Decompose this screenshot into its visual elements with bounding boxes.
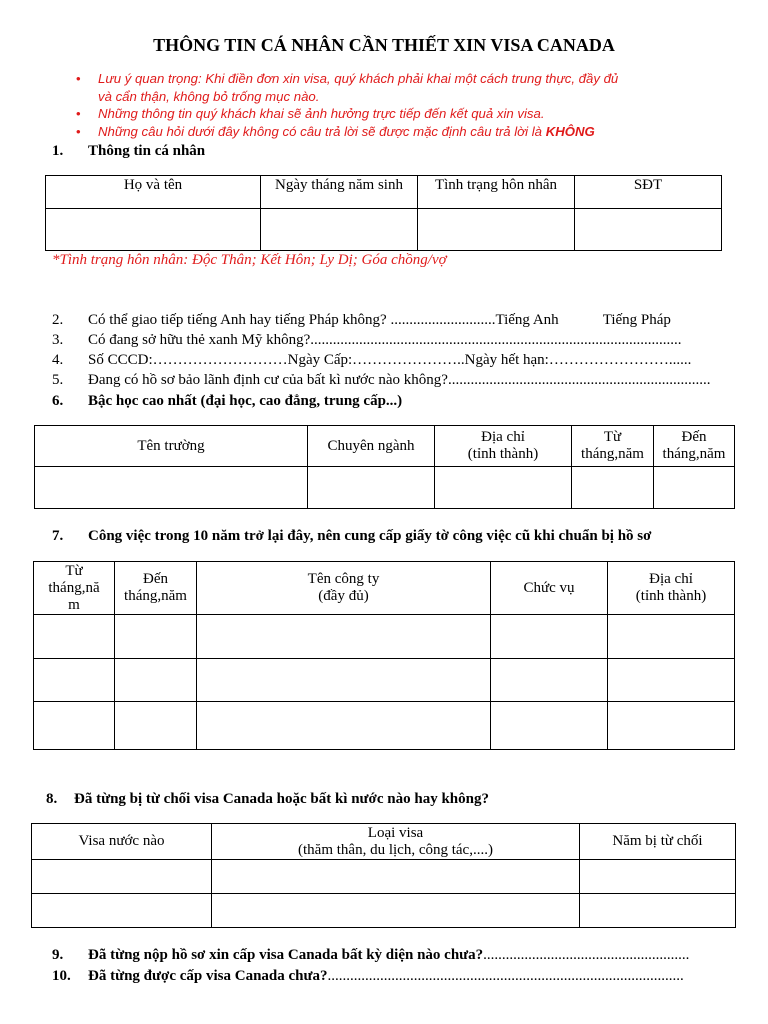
note-item <box>74 105 714 123</box>
col-header-position: Chức vụ <box>491 562 608 615</box>
refusal-year-cell[interactable] <box>580 860 736 894</box>
visa-type-cell[interactable] <box>212 860 580 894</box>
question-4 <box>52 352 736 369</box>
col-header-phone: SĐT <box>575 176 722 209</box>
address-cell[interactable] <box>608 615 735 659</box>
section-title: Bậc học cao nhất (đại học, cao đẳng, trung cấp...) <box>88 393 403 409</box>
col-header-visa-type: Loại visa (thăm thân, du lịch, công tác,....) <box>212 824 580 860</box>
to-cell[interactable] <box>115 659 197 702</box>
section-title: Công việc trong 10 năm trở lại đây, nên cung cấp giấy tờ công việc cũ khi chuẩn bị hồ sơ <box>88 528 652 544</box>
section-8-heading <box>46 791 489 808</box>
col-header-address: Địa chỉ (tỉnh thành) <box>435 426 572 467</box>
question-number: 2. <box>52 312 64 328</box>
section-7-heading <box>52 528 651 545</box>
question-text: Đã từng nộp hồ sơ xin cấp visa Canada bất kỳ diện nào chưa? <box>88 947 484 963</box>
note-text: và cẩn thận, không bỏ trống mục nào. <box>98 88 320 104</box>
position-cell[interactable] <box>491 615 608 659</box>
question-text: Đang có hồ sơ bảo lãnh định cư của bất kì nước nào không?...................................................................... <box>88 372 711 388</box>
bullet-icon: • <box>76 106 81 121</box>
col-header-from: Từ tháng,năm <box>572 426 654 467</box>
position-cell[interactable] <box>491 659 608 702</box>
col-header-birth-date: Ngày tháng năm sinh <box>261 176 418 209</box>
phone-cell[interactable] <box>575 209 722 251</box>
question-text: Đã từng được cấp visa Canada chưa? <box>88 968 328 984</box>
col-header-country: Visa nước nào <box>32 824 212 860</box>
position-cell[interactable] <box>491 702 608 750</box>
to-cell[interactable] <box>115 615 197 659</box>
note-item <box>74 123 714 141</box>
note-text: Những câu hỏi dưới đây không có câu trả lời sẽ được mặc định câu trả lời là <box>98 123 546 139</box>
col-header-marital-status: Tình trạng hôn nhân <box>418 176 575 209</box>
from-cell[interactable] <box>34 702 115 750</box>
question-number: 5. <box>52 372 64 388</box>
question-9 <box>52 947 736 964</box>
option-english[interactable]: Tiếng Anh <box>495 312 559 328</box>
section-1-heading <box>52 143 205 160</box>
address-cell[interactable] <box>608 702 735 750</box>
question-number: 4. <box>52 352 64 368</box>
col-header-full-name: Họ và tên <box>46 176 261 209</box>
note-text: Lưu ý quan trọng: Khi điền đơn xin visa, quý khách phải khai một cách trung thực, đầy đủ <box>98 71 619 86</box>
section-6-heading <box>52 393 402 410</box>
from-cell[interactable] <box>34 615 115 659</box>
question-2 <box>52 312 671 329</box>
note-text: Những thông tin quý khách khai sẽ ảnh hưởng trực tiếp đến kết quả xin visa. <box>98 106 545 121</box>
col-header-address: Địa chỉ (tỉnh thành) <box>608 562 735 615</box>
question-10 <box>52 968 736 985</box>
visa-type-cell[interactable] <box>212 894 580 928</box>
section-title: Đã từng bị từ chối visa Canada hoặc bất kì nước nào hay không? <box>74 791 489 807</box>
address-cell[interactable] <box>608 659 735 702</box>
note-item <box>74 70 714 105</box>
col-header-school: Tên trường <box>35 426 308 467</box>
school-cell[interactable] <box>35 467 308 509</box>
country-cell[interactable] <box>32 860 212 894</box>
section-number: 8. <box>46 791 58 807</box>
bullet-icon: • <box>76 123 81 139</box>
marital-status-cell[interactable] <box>418 209 575 251</box>
col-header-refusal-year: Năm bị từ chối <box>580 824 736 860</box>
page-title: THÔNG TIN CÁ NHÂN CẦN THIẾT XIN VISA CANADA <box>153 35 615 55</box>
full-name-cell[interactable] <box>46 209 261 251</box>
answer-dots[interactable]: ............................................................................................... <box>327 968 684 984</box>
section-number: 6. <box>52 393 64 409</box>
option-french[interactable]: Tiếng Pháp <box>602 312 671 328</box>
note-emphasis: KHÔNG <box>545 123 595 139</box>
personal-info-table <box>45 175 722 251</box>
important-notes <box>74 70 714 140</box>
visa-refusal-table <box>31 823 736 928</box>
question-number: 10. <box>52 968 71 984</box>
from-cell[interactable] <box>34 659 115 702</box>
question-5 <box>52 372 736 389</box>
birth-date-cell[interactable] <box>261 209 418 251</box>
section-number: 1. <box>52 143 64 159</box>
question-text: Số CCCD:………………………Ngày Cấp:…………………..Ngày hết hạn:……………………...... <box>88 352 692 368</box>
company-cell[interactable] <box>197 615 491 659</box>
answer-dots[interactable]: ....................................................... <box>483 947 690 963</box>
col-header-from: Từ tháng,nă m <box>34 562 115 615</box>
from-cell[interactable] <box>572 467 654 509</box>
question-number: 9. <box>52 947 64 963</box>
major-cell[interactable] <box>308 467 435 509</box>
question-text: Có đang sở hữu thẻ xanh Mỹ không?................................................................................................... <box>88 332 682 348</box>
to-cell[interactable] <box>654 467 735 509</box>
col-header-to: Đến tháng,năm <box>115 562 197 615</box>
col-header-company: Tên công ty (đầy đủ) <box>197 562 491 615</box>
company-cell[interactable] <box>197 659 491 702</box>
section-number: 7. <box>52 528 64 544</box>
bullet-icon: • <box>76 71 81 86</box>
company-cell[interactable] <box>197 702 491 750</box>
country-cell[interactable] <box>32 894 212 928</box>
address-cell[interactable] <box>435 467 572 509</box>
to-cell[interactable] <box>115 702 197 750</box>
refusal-year-cell[interactable] <box>580 894 736 928</box>
section-title: Thông tin cá nhân <box>88 143 206 159</box>
education-table <box>34 425 735 509</box>
employment-table <box>33 561 735 750</box>
question-number: 3. <box>52 332 64 348</box>
question-text: Có thể giao tiếp tiếng Anh hay tiếng Pháp không? ............................ <box>88 312 496 328</box>
col-header-to: Đến tháng,năm <box>654 426 735 467</box>
question-3 <box>52 332 736 349</box>
col-header-major: Chuyên ngành <box>308 426 435 467</box>
marital-status-remark: *Tình trạng hôn nhân: Độc Thân; Kết Hôn; Ly Dị; Góa chồng/vợ <box>52 252 447 268</box>
